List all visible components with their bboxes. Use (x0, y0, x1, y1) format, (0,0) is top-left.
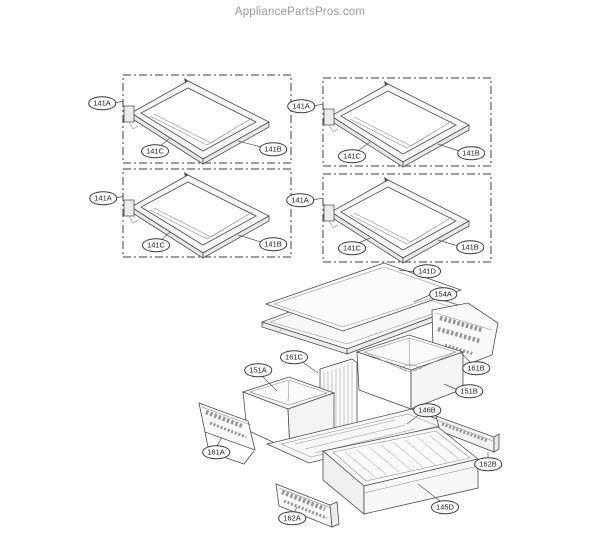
part-callout-141c-2: 141C (338, 149, 366, 163)
site-title: AppliancePartsPros.com (234, 6, 366, 18)
part-callout-161b: 161B (462, 361, 490, 375)
part-callout-161c: 161C (280, 350, 308, 364)
part-callout-154a: 154A (429, 287, 457, 301)
part-callout-151b: 151B (455, 384, 483, 398)
part-callout-151a: 151A (244, 363, 272, 377)
part-callout-141b-1: 141B (259, 142, 287, 156)
part-callout-141a-2: 141A (287, 99, 315, 113)
part-callout-141b-2: 141B (457, 146, 485, 160)
part-callout-141c-1: 141C (141, 144, 169, 158)
part-callout-141b-4: 141B (456, 240, 484, 254)
part-callout-141a-4: 141A (286, 193, 314, 207)
part-callout-141d: 141D (413, 264, 441, 278)
part-callout-141a-3: 141A (89, 191, 117, 205)
part-callout-141c-4: 141C (338, 241, 366, 255)
part-callout-162a: 162A (278, 511, 306, 525)
part-callout-145d: 145D (431, 500, 459, 514)
part-callout-141b-3: 141B (259, 237, 287, 251)
part-callout-162b: 162B (474, 457, 502, 471)
part-callout-146b: 146B (413, 403, 441, 417)
part-callout-161a: 161A (202, 445, 230, 459)
part-callout-141c-3: 141C (142, 238, 170, 252)
part-callout-141a-1: 141A (88, 96, 116, 110)
